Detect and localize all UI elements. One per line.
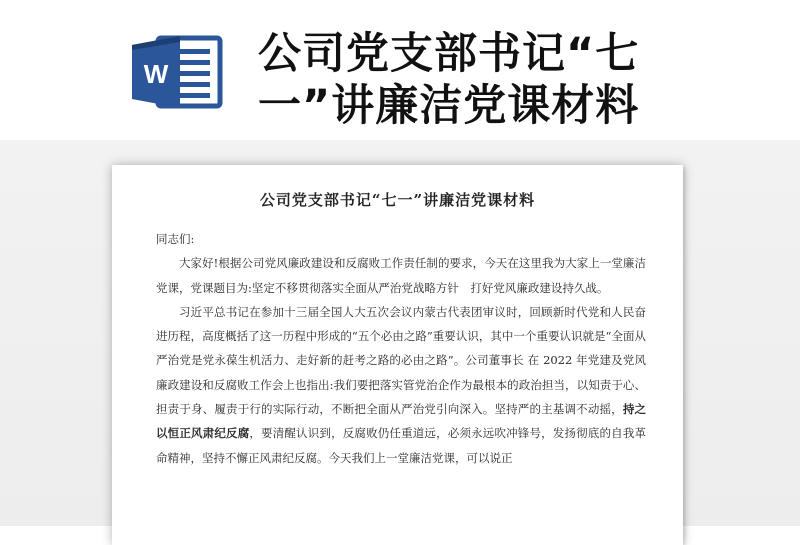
paragraph-2 (156, 300, 646, 470)
word-icon (130, 32, 230, 112)
header-banner (0, 0, 800, 140)
word-icon-letter: W (143, 59, 169, 89)
document-title: 公司党支部书记“七一”讲廉洁党课材料 (259, 191, 536, 209)
document-page (112, 165, 683, 545)
paragraph-2-text-a: 习近平总书记在参加十三届全国人大五次会议内蒙古代表团审议时，回顾新时代党和人民奋进历程，高度概括了这一历程中形成的“五个必由之路”重要认识，其中一个重要认识就是“全面从严治党是党永葆生机活力、走好新的赶考之路的必由之路”。公司董事长 在 2022 年党建及党风廉政建设和反腐败工作会上也指出:我们要把落实管党治企作为最根本的政治担当，以知责于心、担责于身、履责于行的实际行动，不断把全面从严治党引向深入。坚持严的主基调不动摇， (156, 304, 646, 417)
salutation: 同志们: (156, 232, 195, 246)
header-title: 公司党支部书记“七一”讲廉洁党课材料 (258, 29, 640, 131)
paragraph-1: 大家好!根据公司党风廉政建设和反腐败工作责任制的要求，今天在这里我为大家上一堂廉洁党课，党课题目为:坚定不移贯彻落实全面从严治党战略方针 打好党风廉政建设持久战。 (156, 256, 646, 295)
paragraph-2-bold-text: 持之以恒正风肃纪反腐 (156, 402, 646, 441)
document-body (156, 227, 646, 470)
paragraph-2-text-b: ，要清醒认识到，反腐败仍任重道远，必须永远吹冲锋号，发扬彻底的自我革命精神，坚持不懈正风肃纪反腐。今天我们上一堂廉洁党课，可以说正 (156, 426, 647, 465)
